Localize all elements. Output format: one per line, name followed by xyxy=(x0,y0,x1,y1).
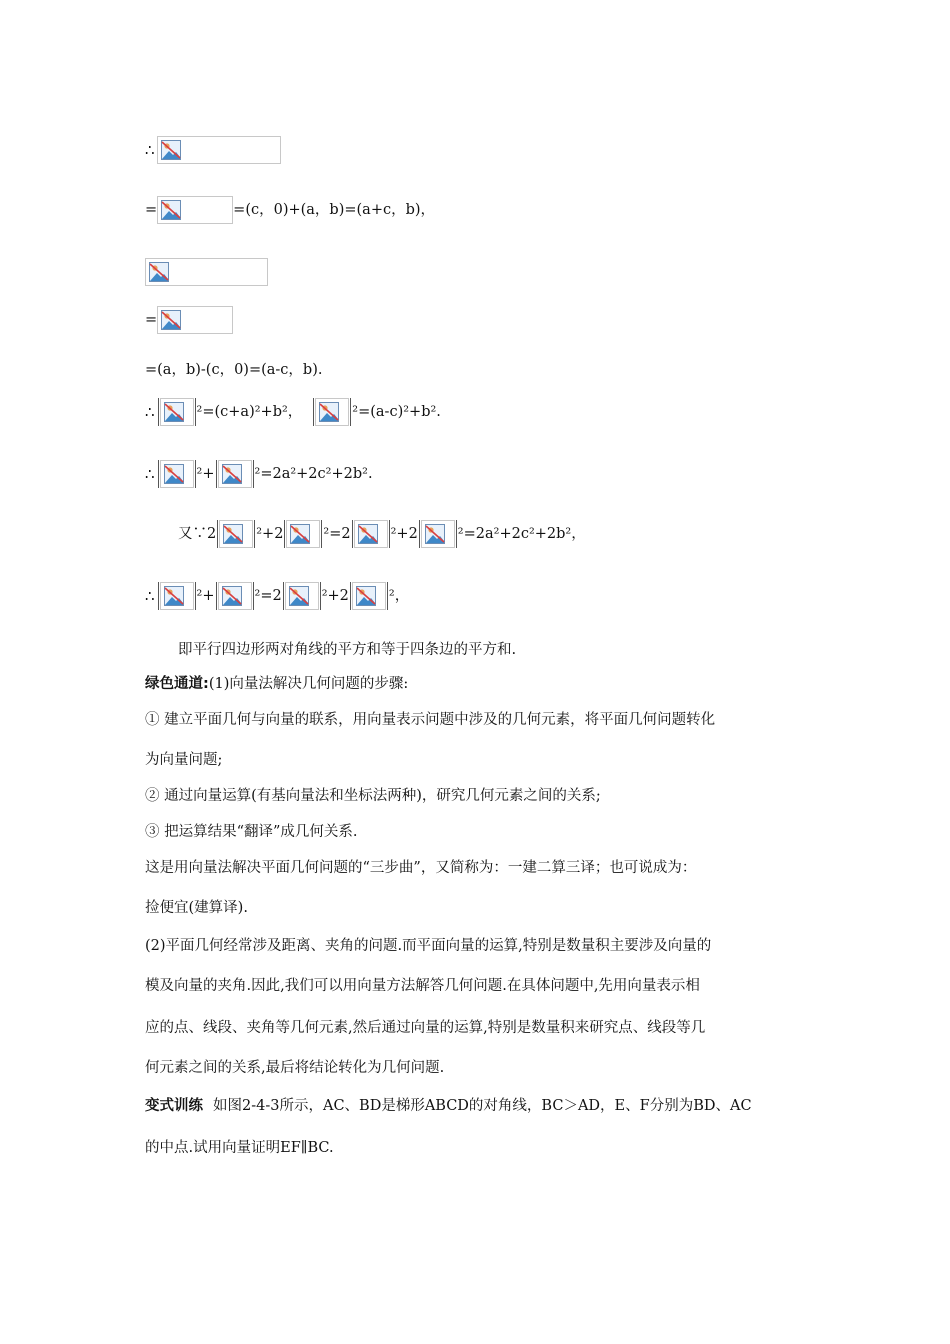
step-1-line-a: ① 建立平面几何与向量的联系，用向量表示问题中涉及的几何元素，将平面几何问题转化 xyxy=(145,712,716,728)
eq-line-5: =(a，b)-(c，0)=(a-c，b). xyxy=(145,362,323,378)
equals-sign: = xyxy=(233,202,246,218)
conclusion-text: 即平行四边形两对角线的平方和等于四条边的平方和. xyxy=(178,642,517,658)
three-step-line-a: 这是用向量法解决平面几何问题的“三步曲”，又简称为：一建二算三译；也可说成为： xyxy=(145,860,697,876)
step-1-line-b: 为向量问题; xyxy=(145,752,223,768)
equals-sign: = xyxy=(145,202,158,218)
broken-image-icon xyxy=(157,196,233,224)
broken-image-icon xyxy=(285,582,319,610)
step-3: ③ 把运算结果“翻译”成几何关系. xyxy=(145,824,358,840)
eq-text: ²+ xyxy=(196,588,215,604)
broken-image-icon xyxy=(315,398,349,426)
eq-line-1 xyxy=(145,136,281,164)
eq-line-4 xyxy=(145,306,233,334)
eq-text: ²， xyxy=(388,588,410,604)
eq-text: ²+2 xyxy=(256,526,284,542)
broken-image-icon xyxy=(218,460,252,488)
para2-line-c: 应的点、线段、夹角等几何元素,然后通过向量的运算,特别是数量积来研究点、线段等几 xyxy=(145,1020,706,1036)
para2-line-b: 模及向量的夹角.因此,我们可以用向量方法解答几何问题.在具体问题中,先用向量表示相 xyxy=(145,978,700,994)
eq-text: ²+ xyxy=(196,466,215,482)
para2-line-a: (2)平面几何经常涉及距离、夹角的问题.而平面向量的运算,特别是数量积主要涉及向量的 xyxy=(145,938,712,954)
broken-image-icon xyxy=(160,460,194,488)
therefore-symbol: ∴ xyxy=(145,587,155,605)
broken-image-icon xyxy=(352,582,386,610)
eq-text: ²=(c+a)²+b²， xyxy=(196,404,303,420)
broken-image-icon xyxy=(160,582,194,610)
eq-text: ²+2 xyxy=(321,588,349,604)
eq-text: ²=2 xyxy=(254,588,282,604)
eq-line-8 xyxy=(178,520,586,548)
broken-image-icon xyxy=(145,258,268,286)
eq-line-9 xyxy=(145,582,409,610)
broken-image-icon xyxy=(157,136,281,164)
variant-text: 如图2-4-3所示，AC、BD是梯形ABCD的对角线，BC＞AD，E、F分别为BD、AC xyxy=(213,1098,752,1114)
eq-text: (c，0)+(a，b)=(a+c，b)， xyxy=(245,202,436,218)
broken-image-icon xyxy=(354,520,388,548)
therefore-symbol: ∴ xyxy=(145,403,155,421)
green-channel-label: 绿色通道: xyxy=(145,676,209,692)
broken-image-icon xyxy=(218,582,252,610)
broken-image-icon xyxy=(160,398,194,426)
eq-text: ²+2 xyxy=(390,526,418,542)
eq-text: 又∵2 xyxy=(178,526,217,542)
equals-sign: = xyxy=(145,312,158,328)
variant-label: 变式训练 xyxy=(145,1098,203,1114)
green-channel xyxy=(145,674,408,694)
broken-image-icon xyxy=(286,520,320,548)
eq-line-6 xyxy=(145,398,441,426)
eq-line-7 xyxy=(145,460,373,488)
para2-line-d: 何元素之间的关系,最后将结论转化为几何问题. xyxy=(145,1060,445,1076)
eq-line-2 xyxy=(145,196,435,224)
step-2: ② 通过向量运算(有基向量法和坐标法两种)，研究几何元素之间的关系; xyxy=(145,788,601,804)
eq-line-3 xyxy=(145,258,268,286)
variant-exercise xyxy=(145,1096,752,1116)
eq-text: ²=2a²+2c²+2b². xyxy=(254,466,373,482)
broken-image-icon xyxy=(219,520,253,548)
three-step-line-b: 捡便宜(建算译). xyxy=(145,900,248,916)
broken-image-icon xyxy=(421,520,455,548)
broken-image-icon xyxy=(157,306,233,334)
eq-text: ²=(a-c)²+b². xyxy=(352,404,441,420)
eq-text: ²=2 xyxy=(323,526,351,542)
therefore-symbol: ∴ xyxy=(145,465,155,483)
eq-text: ²=2a²+2c²+2b²， xyxy=(457,526,586,542)
therefore-symbol: ∴ xyxy=(145,141,155,159)
green-channel-text: (1)向量法解决几何问题的步骤: xyxy=(208,676,409,692)
variant-exercise-line-b: 的中点.试用向量证明EF∥BC. xyxy=(145,1140,334,1156)
